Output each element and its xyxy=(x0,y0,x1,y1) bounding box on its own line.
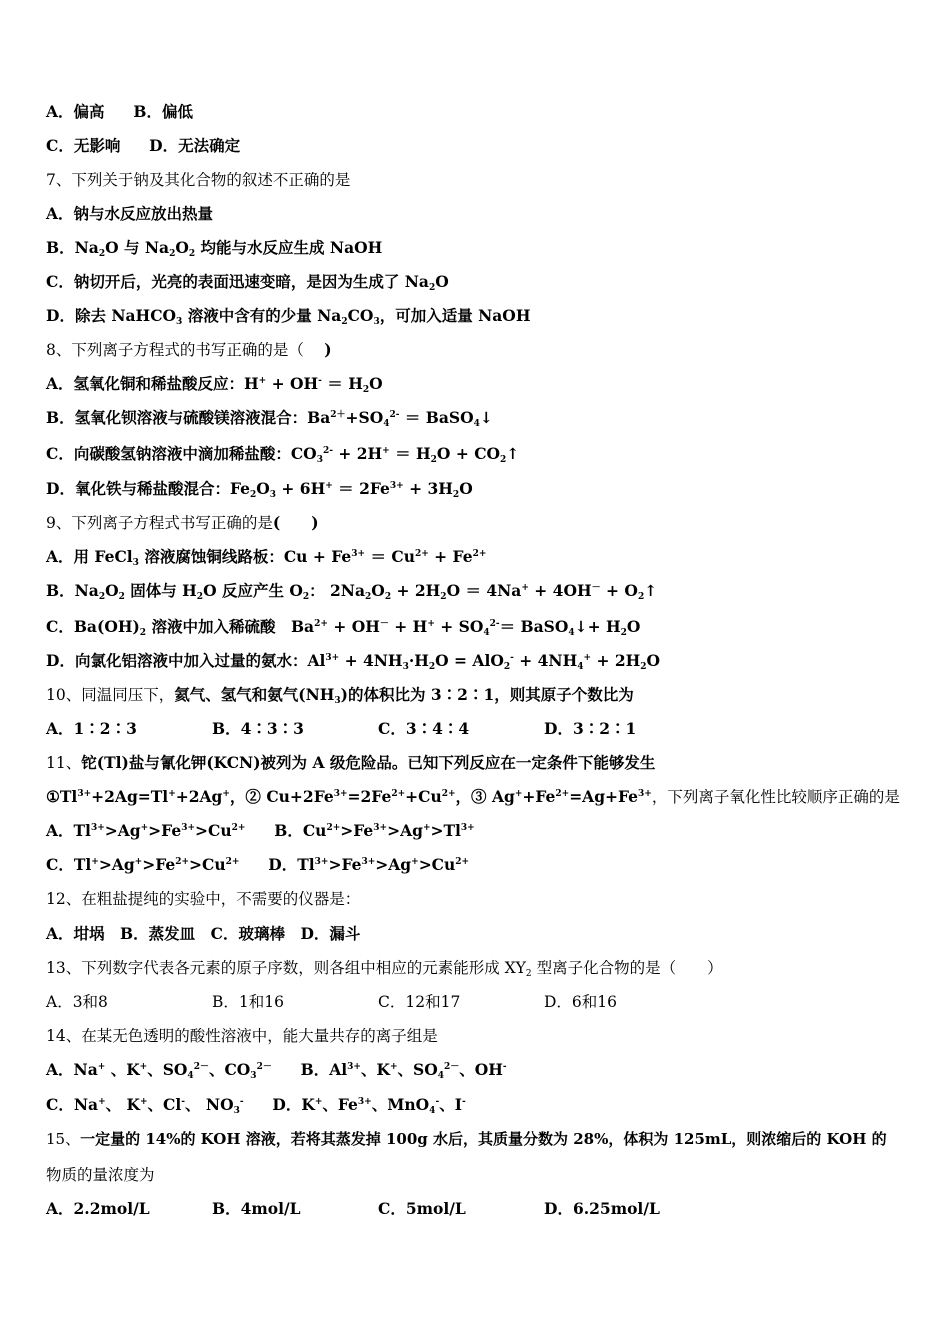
q6-option-d: D．无法确定 xyxy=(149,136,241,155)
q7-option-d: D．除去 NaHCO$_3$ 溶液中含有的少量 $Na_2CO_3$，可加入适量 NaOH xyxy=(46,306,531,327)
q9-option-a: A．用 FeCl$_3$ 溶液腐蚀铜线路板：$Cu + Fe^{3+} = Cu^{2+} + Fe^{2+}$ xyxy=(46,547,487,568)
q9-option-b: B．$Na_2O_2$ 固体与 $H_2O$ 反应产生 $O_2$： $2Na_2O_2 + 2H_2O = 4Na^+ + 4OH^-$ + $O_2↑$ xyxy=(46,581,658,602)
q14-option-c: C．Na+、 K+、Cl-、 $NO_3^-$ xyxy=(46,1095,244,1116)
q8-option-a: A．氢氧化铜和稀盐酸反应：$H^+ + OH^- = H_2O$ xyxy=(46,374,383,395)
q14-option-d: D．K+、$Fe^{3+}$、MnO$_4$-、I- xyxy=(272,1095,466,1116)
q15-option-b: B．4mol/L xyxy=(212,1199,301,1218)
q11-option-c: C．$Tl^+>Ag^+>Fe^{2+}>Cu^{2+}$ xyxy=(46,855,240,874)
q13-option-d: D．6和16 xyxy=(544,993,618,1011)
q11-stem: 11、铊(Tl)盐与氰化钾(KCN)被列为 A 级危险品。已知下列反应在一定条件下能够发生 xyxy=(46,753,656,772)
q8-option-b: B．氢氧化钡溶液与硫酸镁溶液混合：$Ba^{2+}+SO_4^{2-}$ ＝ BaSO$_4$↓ xyxy=(46,408,493,429)
q15-options xyxy=(46,1198,660,1220)
q6-option-b: B．偏低 xyxy=(133,102,193,121)
q6-option-c: C．无影响 xyxy=(46,136,121,155)
q14-option-b: B．$Al^{3+}$、K+、$SO_4^{2-}$、OH- xyxy=(300,1060,507,1081)
q15-option-d: D．6.25mol/L xyxy=(544,1199,660,1218)
q10-option-b: B．4∶3∶3 xyxy=(212,719,304,738)
q11-option-b: B．$Cu^{2+}>Fe^{3+}>Ag^+>Tl^{3+}$ xyxy=(274,821,475,840)
q6-option-a: A．偏高 xyxy=(46,102,105,121)
q13-options xyxy=(46,991,617,1013)
q15-stem-line-1: 15、一定量的 14%的 KOH 溶液，若将其蒸发掉 100g 水后，其质量分数为 28%，体积为 125mL，则浓缩后的 KOH 的 xyxy=(46,1130,887,1148)
q7-stem: 7、下列关于钠及其化合物的叙述不正确的是 xyxy=(46,171,351,189)
q7-option-a: A．钠与水反应放出热量 xyxy=(46,204,214,223)
q11-reactions: $①Tl^{3+}+2Ag=Tl^++2Ag^+$，② $Cu+2Fe^{3+}=2Fe^{2+}+Cu^{2+}$，③ $Ag^++Fe^{2+}=Ag+Fe^{3+}$，下列离子氧化性比较顺序正确的是 xyxy=(46,787,900,806)
q13-option-a: A．3和8 xyxy=(46,993,108,1011)
q14-options-row-1 xyxy=(46,1059,507,1081)
q7-option-c: C．钠切开后，光亮的表面迅速变暗，是因为生成了 $Na_2O$ xyxy=(46,272,449,293)
q10-option-d: D．3∶2∶1 xyxy=(544,719,637,738)
q11-options-row-2 xyxy=(46,854,469,876)
q14-options-row-2 xyxy=(46,1094,466,1116)
q9-option-d: D．向氯化铝溶液中加入过量的氨水：$Al^{3+} + 4NH_3\cdot H_2O = AlO_2^- + 4NH_4^+ + 2H_2O$ xyxy=(46,651,661,672)
q11-options-row-1 xyxy=(46,820,475,842)
q15-stem-line-2: 物质的量浓度为 xyxy=(46,1166,155,1184)
q9-stem: 9、下列离子方程式书写正确的是( ) xyxy=(46,513,319,532)
q6-options-row-1 xyxy=(46,101,193,123)
q13-stem: 13、下列数字代表各元素的原子序数，则各组中相应的元素能形成 $XY_2$ 型离子化合物的是（ ） xyxy=(46,959,723,979)
q10-options xyxy=(46,718,636,740)
q15-option-c: C．5mol/L xyxy=(378,1199,466,1218)
q10-option-c: C．3∶4∶4 xyxy=(378,719,470,738)
q13-option-c: C．12和17 xyxy=(378,993,461,1011)
q10-stem: 10、同温同压下，氦气、氢气和氨气$(NH_3)$的体积比为 3∶2∶1，则其原子个数比为 xyxy=(46,685,634,706)
q13-option-b: B．1和16 xyxy=(212,993,284,1011)
q14-option-a: A．Na+ 、K+、$SO_4^{2-}$、$CO_3^{2-}$ xyxy=(46,1060,272,1081)
q14-stem: 14、在某无色透明的酸性溶液中，能大量共存的离子组是 xyxy=(46,1027,438,1045)
q8-stem: 8、下列离子方程式的书写正确的是（ ) xyxy=(46,340,332,359)
q12-stem: 12、在粗盐提纯的实验中，不需要的仪器是： xyxy=(46,890,361,908)
q6-options-row-2 xyxy=(46,135,240,157)
q11-option-d: D．$Tl^{3+}>Fe^{3+}>Ag^+>Cu^{2+}$ xyxy=(268,855,470,874)
q9-option-c: C．$Ba(OH)_2$ 溶液中加入稀硫酸 $Ba^{2+} + OH^- + H^+ + SO_4^{2-}=$ BaSO$_4$↓+ $H_2O$ xyxy=(46,617,641,638)
q12-options: A．坩埚 B．蒸发皿 C．玻璃棒 D．漏斗 xyxy=(46,924,361,943)
q7-option-b: B．$Na_2O$ 与 $Na_2O_2$ 均能与水反应生成 NaOH xyxy=(46,238,383,259)
q10-option-a: A．1∶2∶3 xyxy=(46,719,137,738)
q8-option-d: D．氧化铁与稀盐酸混合：$Fe_2O_3 + 6H^+ = 2Fe^{3+} + 3H_2O$ xyxy=(46,479,473,500)
q15-option-a: A．2.2mol/L xyxy=(46,1199,150,1218)
q11-option-a: A．$Tl^{3+}>Ag^+>Fe^{3+}>Cu^{2+}$ xyxy=(46,821,246,840)
q8-option-c: C．向碳酸氢钠溶液中滴加稀盐酸：$CO_3^{2-} + 2H^+ = H_2O$ + $CO_2↑$ xyxy=(46,444,520,465)
